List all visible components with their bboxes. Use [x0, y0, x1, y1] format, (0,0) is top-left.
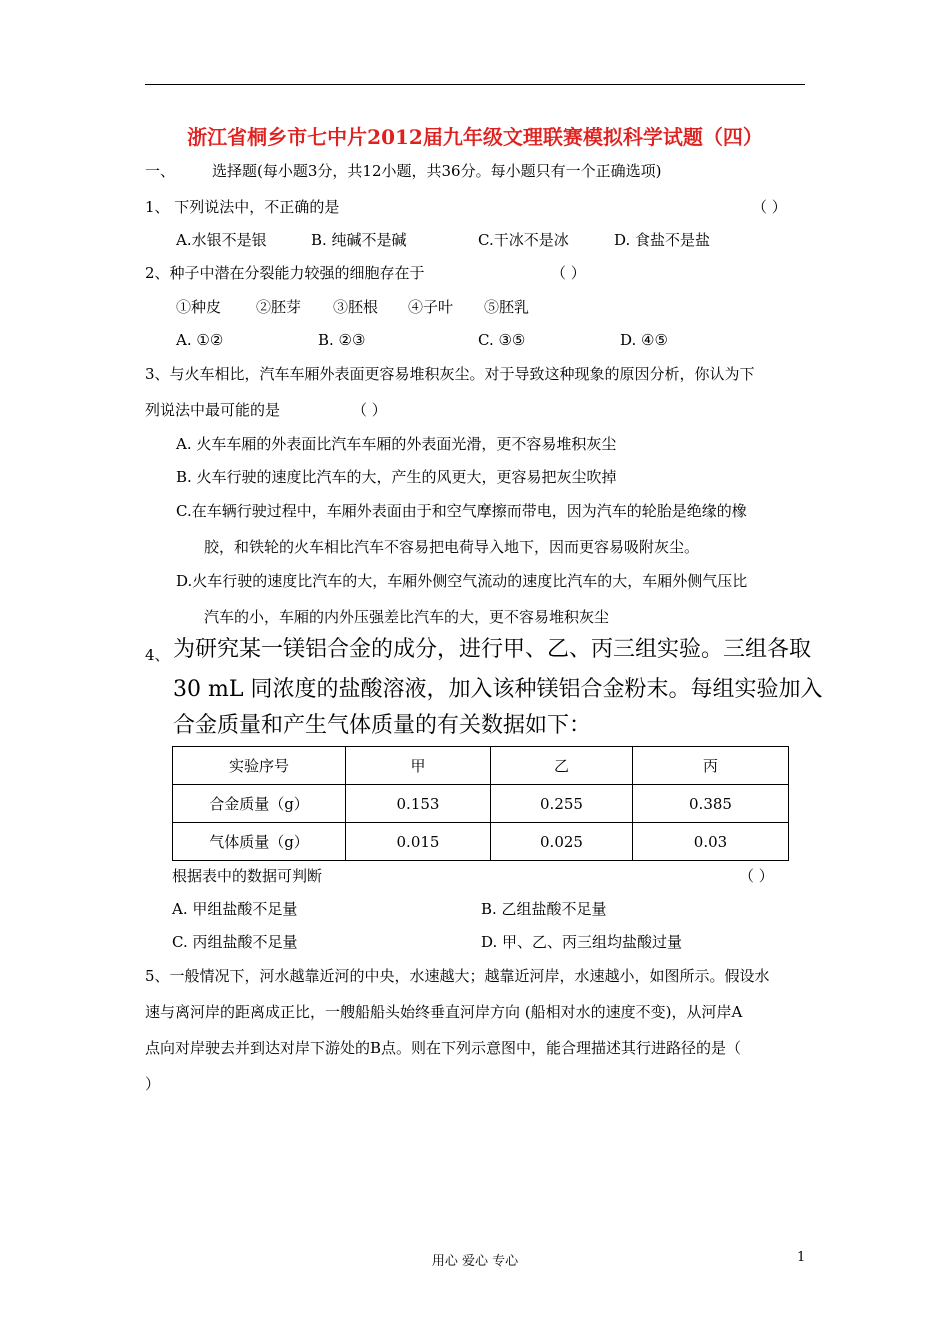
q3-option-d-line2: 汽车的小，车厢的内外压强差比汽车的大，更不容易堆积灰尘	[204, 608, 610, 626]
table-row	[173, 785, 789, 823]
q4-stem-line1: 为研究某一镁铝合金的成分，进行甲、乙、丙三组实验。三组各取	[173, 637, 812, 662]
q1-option-b: B. 纯碱不是碱	[311, 231, 407, 249]
q5-stem-line2: 速与离河岸的距离成正比，一艘船船头始终垂直河岸方向 (船相对水的速度不变)，从河岸A	[145, 1003, 743, 1021]
q3-stem-line2: 列说法中最可能的是	[145, 401, 281, 419]
table-cell: 0.03	[633, 823, 789, 861]
q4-stem-line2: 30 mL 同浓度的盐酸溶液，加入该种镁铝合金粉末。每组实验加入	[173, 677, 823, 702]
table-row	[173, 823, 789, 861]
footer-motto: 用心 爱心 专心	[431, 1254, 519, 1269]
section-heading: 选择题(每小题3分，共12小题，共36分。每小题只有一个正确选项)	[212, 162, 662, 180]
q2-option-c: C. ③⑤	[478, 331, 526, 349]
q1-stem: 1、 下列说法中，不正确的是	[145, 198, 340, 216]
table-header-row	[173, 747, 789, 785]
q2-item-4: ④子叶	[408, 298, 454, 316]
q3-answer-paren: （ ）	[352, 401, 387, 419]
q5-stem-line1: 5、一般情况下，河水越靠近河的中央，水速越大；越靠近河岸，水速越小，如图所示。假设水	[145, 967, 770, 985]
table-header-cell: 乙	[491, 747, 633, 785]
table-cell: 0.255	[491, 785, 633, 823]
q2-item-5: ⑤胚乳	[484, 298, 530, 316]
q3-option-d-line1: D.火车行驶的速度比汽车的大，车厢外侧空气流动的速度比汽车的大，车厢外侧气压比	[176, 572, 748, 590]
q4-number: 4、	[145, 646, 170, 664]
q1-option-c: C.干冰不是冰	[478, 231, 569, 249]
q3-option-a: A. 火车车厢的外表面比汽车车厢的外表面光滑，更不容易堆积灰尘	[176, 435, 617, 453]
table-cell: 0.025	[491, 823, 633, 861]
experiment-data-table	[172, 746, 789, 861]
q1-option-d: D. 食盐不是盐	[614, 231, 711, 249]
q3-option-b: B. 火车行驶的速度比汽车的大，产生的风更大，更容易把灰尘吹掉	[176, 468, 617, 486]
header-rule	[145, 84, 805, 85]
q3-stem-line1: 3、与火车相比，汽车车厢外表面更容易堆积灰尘。对于导致这种现象的原因分析，你认为下	[145, 365, 755, 383]
page-title: 浙江省桐乡市七中片2012届九年级文理联赛模拟科学试题（四）	[187, 125, 763, 149]
q4-stem-line3: 合金质量和产生气体质量的有关数据如下：	[173, 713, 592, 738]
q5-stem-line4: ）	[145, 1075, 161, 1093]
q3-option-c-line2: 胶，和铁轮的火车相比汽车不容易把电荷导入地下，因而更容易吸附灰尘。	[204, 538, 700, 556]
q5-stem-line3: 点向对岸驶去并到达对岸下游处的B点。则在下列示意图中，能合理描述其行进路径的是（	[145, 1039, 742, 1057]
table-header-cell: 甲	[346, 747, 491, 785]
table-header-cell: 实验序号	[173, 747, 346, 785]
q2-item-1: ①种皮	[176, 298, 222, 316]
q2-item-2: ②胚芽	[256, 298, 302, 316]
table-cell: 0.153	[346, 785, 491, 823]
q2-stem: 2、种子中潜在分裂能力较强的细胞存在于	[145, 264, 425, 282]
q1-option-a: A.水银不是银	[176, 231, 267, 249]
table-cell: 合金质量（g）	[173, 785, 346, 823]
q2-option-d: D. ④⑤	[620, 331, 668, 349]
q1-answer-paren: （ ）	[752, 198, 787, 216]
q4-judge-text: 根据表中的数据可判断	[172, 867, 323, 885]
table-cell: 0.015	[346, 823, 491, 861]
table-cell: 气体质量（g）	[173, 823, 346, 861]
q3-option-c-line1: C.在车辆行驶过程中，车厢外表面由于和空气摩擦而带电，因为汽车的轮胎是绝缘的橡	[176, 502, 747, 520]
page-number: 1	[797, 1250, 806, 1265]
section-number: 一、	[145, 162, 176, 180]
table-header-cell: 丙	[633, 747, 789, 785]
q2-option-a: A. ①②	[176, 331, 224, 349]
table-cell: 0.385	[633, 785, 789, 823]
q4-option-c: C. 丙组盐酸不足量	[172, 933, 298, 951]
q4-option-b: B. 乙组盐酸不足量	[481, 900, 607, 918]
q4-option-a: A. 甲组盐酸不足量	[172, 900, 298, 918]
q2-item-3: ③胚根	[333, 298, 379, 316]
q2-option-b: B. ②③	[318, 331, 366, 349]
q4-option-d: D. 甲、乙、丙三组均盐酸过量	[481, 933, 683, 951]
q2-answer-paren: （ ）	[551, 264, 586, 282]
q4-answer-paren: （ ）	[739, 867, 774, 885]
